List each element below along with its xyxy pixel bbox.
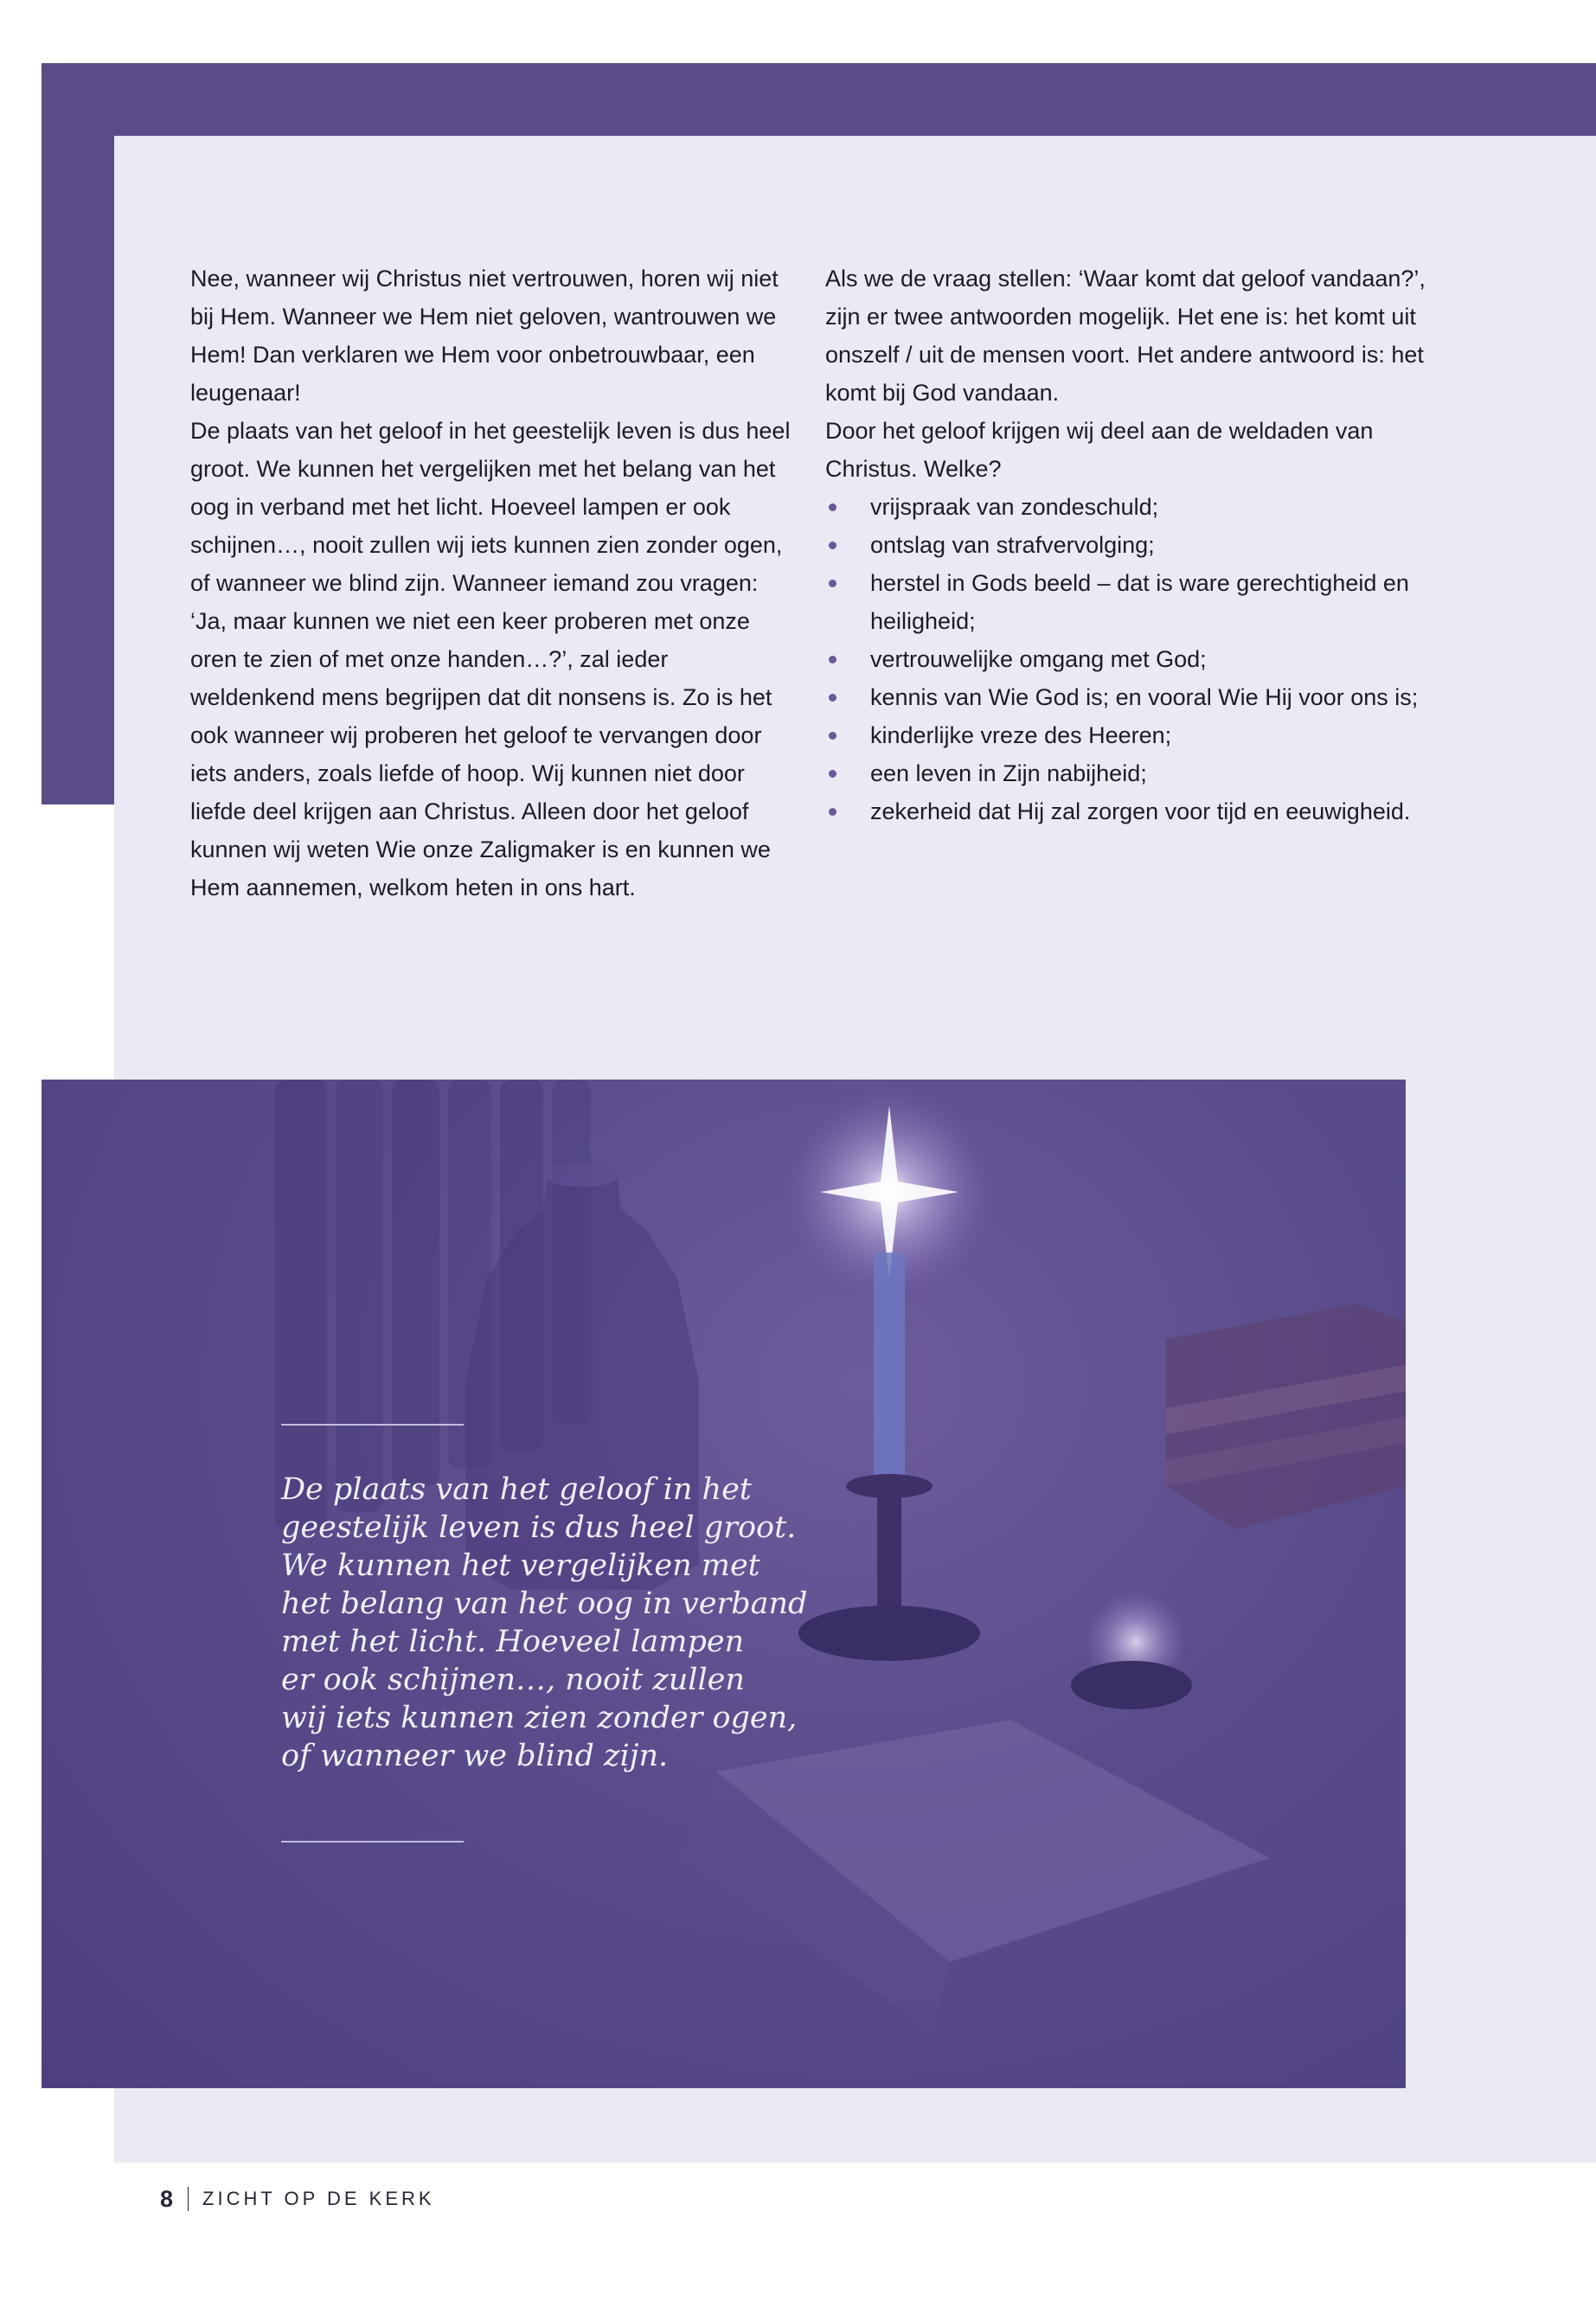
list-item: herstel in Gods beeld – dat is ware gerechtigheid en heiligheid;	[825, 564, 1448, 640]
books-illustration	[1166, 1304, 1406, 1529]
footer-divider	[188, 2187, 189, 2211]
list-item: kennis van Wie God is; en vooral Wie Hij voor ons is;	[825, 678, 1448, 716]
page-footer	[160, 2184, 435, 2214]
list-item: ontslag van strafvervolging;	[825, 526, 1448, 564]
page-number: 8	[160, 2185, 174, 2212]
candle-illustration-panel	[42, 1080, 1406, 2088]
paragraph: De plaats van het geloof in het geestelijk leven is dus heel groot. We kunnen het vergelijken met het belang van het oog in verband met het licht. Hoeveel lampen er ook schijnen…, nooit zullen wij iets kunnen zien zonder ogen, of wanneer we blind zijn. Wanneer iemand zou vragen: ‘Ja, maar kunnen we niet een keer proberen met onze oren te zien of met onze handen…?’, zal ieder weldenkend mens begrijpen dat dit nonsens is. Zo is het ook wanneer wij proberen het geloof te vervangen door iets anders, zoals liefde of hoop. Wij kunnen niet door liefde deel krijgen aan Christus. Alleen door het geloof kunnen wij weten Wie onze Zaligmaker is en kunnen we Hem aannemen, welkom heten in ons hart.	[190, 418, 791, 901]
lamp-illustration	[1071, 1590, 1192, 1709]
paragraph: Door het geloof krijgen wij deel aan de weldaden van Christus. Welke?	[825, 418, 1374, 482]
benefits-list	[825, 488, 1448, 830]
quote-rule-top	[281, 1424, 464, 1426]
article-column-left	[190, 260, 796, 907]
quote-rule-bottom	[281, 1841, 464, 1843]
magazine-name: ZICHT OP DE KERK	[202, 2188, 435, 2209]
paragraph: Als we de vraag stellen: ‘Waar komt dat geloof vandaan?’, zijn er twee antwoorden mogelijk. Het ene is: het komt uit onszelf / uit de mensen voort. Het andere antwoord is: het komt bij God vandaan.	[825, 266, 1426, 406]
article-column-right	[825, 260, 1448, 830]
list-item: vrijspraak van zondeschuld;	[825, 488, 1448, 526]
list-item: kinderlijke vreze des Heeren;	[825, 716, 1448, 754]
list-item: zekerheid dat Hij zal zorgen voor tijd en eeuwigheid.	[825, 792, 1448, 830]
list-item: vertrouwelijke omgang met God;	[825, 640, 1448, 678]
pull-quote: De plaats van het geloof in het geestelijk leven is dus heel groot. We kunnen het vergelijken met het belang van het oog in verband met het licht. Hoeveel lampen er ook schijnen…, nooit zullen wij iets kunnen zien zonder ogen, of wanneer we blind zijn.	[281, 1472, 808, 1773]
list-item: een leven in Zijn nabijheid;	[825, 754, 1448, 792]
paragraph: Nee, wanneer wij Christus niet vertrouwen, horen wij niet bij Hem. Wanneer we Hem niet geloven, wantrouwen we Hem! Dan verklaren we Hem voor onbetrouwbaar, een leugenaar!	[190, 266, 779, 406]
